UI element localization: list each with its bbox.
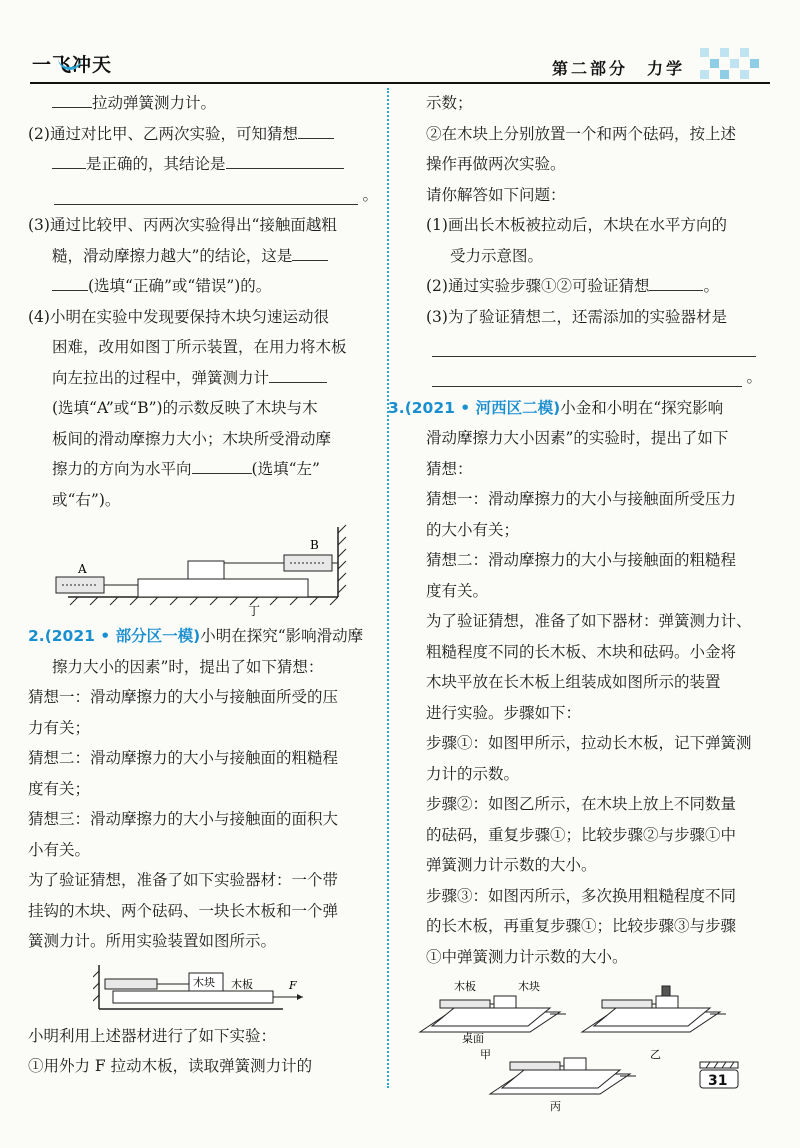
text-line: (选填“正确”或“错误”)的。: [28, 271, 378, 302]
header-tiles-decoration: [700, 48, 760, 80]
answer-blank[interactable]: [432, 332, 756, 357]
text-line: 糙，滑动摩擦力越大”的结论，这是: [28, 241, 378, 272]
text-line: 力计的示数。: [426, 764, 520, 783]
text-line: 度有关。: [426, 581, 489, 600]
text-line: 拉动弹簧测力计。: [28, 88, 378, 119]
text-line: 是正确的，其结论是: [28, 149, 378, 180]
answer-blank[interactable]: [54, 180, 358, 205]
text-line: 板间的滑动摩擦力大小；木块所受滑动摩: [52, 429, 332, 448]
figure-jia: [420, 979, 566, 1061]
text-line: 。: [28, 180, 378, 211]
text-line: 小有关。: [28, 840, 91, 859]
text-line: 步骤③：如图丙所示，多次换用粗糙程度不同: [426, 886, 737, 905]
text-line: 进行实验。步骤如下：: [426, 703, 582, 722]
text-line: 度有关；: [28, 779, 91, 798]
text-line: 或“右”)。: [52, 490, 121, 509]
text-line: (2)通过实验步骤①②可验证猜想 。: [402, 271, 762, 302]
text-line: 弹簧测力计示数的大小。: [426, 856, 597, 874]
answer-blank[interactable]: [432, 362, 742, 387]
figure-apparatus: [93, 961, 313, 1017]
block-label: 木块: [518, 980, 540, 993]
answer-blank[interactable]: [298, 122, 334, 139]
text-line: 猜想二：滑动摩擦力的大小与接触面的粗糙程: [28, 749, 339, 767]
board-label: 木板: [231, 977, 253, 991]
text-line: 为了验证猜想，准备了如下器材：弹簧测力计、: [426, 612, 752, 630]
text-line: 的长木板，再重复步骤①；比较步骤③与步骤: [426, 917, 737, 935]
text-line: [402, 332, 762, 362]
figure-steps: [410, 976, 740, 1116]
label-a: A: [78, 562, 87, 576]
question-3-line: (3)通过比较甲、丙两次实验得出“接触面越粗: [28, 216, 337, 234]
text-line: 猜想三：滑动摩擦力的大小与接触面的面积大: [28, 810, 339, 828]
text-line: ①用外力 F 拉动木板，读取弹簧测力计的: [28, 1057, 313, 1075]
brand-logo: 一飞冲天: [32, 54, 113, 76]
text-line: 小明利用上述器材进行了如下实验：: [28, 1026, 277, 1045]
text-line: 挂钩的木块、两个砝码、一块长木板和一个弹: [28, 901, 339, 920]
answer-blank[interactable]: [649, 274, 703, 291]
text-line: 簧测力计。所用实验装置如图所示。: [28, 932, 277, 950]
answer-blank[interactable]: [52, 91, 92, 108]
text-line: 猜想一：滑动摩擦力的大小与接触面所受的压: [28, 688, 339, 706]
text-line: 力有关；: [28, 718, 91, 737]
answer-blank[interactable]: [52, 274, 88, 291]
text-line: 的砝码，重复步骤①；比较步骤②与步骤①中: [426, 825, 737, 844]
page-number: 31: [708, 1073, 728, 1089]
text-line: 操作再做两次实验。: [426, 155, 566, 173]
text-line: 猜想二：滑动摩擦力的大小与接触面的粗糙程: [426, 551, 737, 569]
caption-jia: 甲: [480, 1048, 491, 1061]
label-b: B: [310, 538, 319, 552]
answer-blank[interactable]: [52, 152, 86, 169]
figure-caption: 丁: [248, 604, 261, 617]
column-divider: [387, 88, 389, 1088]
question-2-line: (2)通过对比甲、乙两次实验，可知猜想: [28, 119, 378, 150]
text-line: 木块平放在长木板上组装成如图所示的装置: [426, 673, 721, 691]
text-line: 困难，改用如图丁所示装置，在用力将木板: [52, 338, 347, 356]
board-label: 木板: [454, 980, 476, 993]
text-line: (选填“A”或“B”)的示数反映了木块与木: [52, 399, 318, 417]
text-line: (3)为了验证猜想二，还需添加的实验器材是: [426, 307, 727, 326]
right-column: [388, 88, 762, 1120]
answer-blank[interactable]: [292, 244, 328, 261]
text-line: ①中弹簧测力计示数的大小。: [426, 947, 628, 966]
text-line: 请你解答如下问题：: [426, 185, 566, 204]
text-line: 的大小有关；: [426, 520, 520, 539]
text-line: 为了验证猜想，准备了如下实验器材：一个带: [28, 871, 339, 889]
text-line: (1)画出长木板被拉动后，木块在水平方向的: [426, 216, 727, 234]
text-line: 步骤①：如图甲所示，拉动长木板，记下弹簧测: [426, 734, 752, 752]
header-rule: [30, 82, 770, 84]
caption-bing: 丙: [550, 1100, 561, 1113]
answer-blank[interactable]: [192, 457, 252, 474]
text-line: 受力示意图。: [450, 246, 544, 265]
problem-3-title: 3.(2021 • 河西区二模)小金和小明在“探究影响: [388, 398, 724, 417]
text-line: 猜想：: [426, 459, 473, 478]
text-line: 粗糙程度不同的长木板、木块和砝码。小金将: [426, 642, 737, 661]
page-header: [0, 0, 800, 82]
answer-blank[interactable]: [269, 366, 327, 383]
text-line: 示数；: [426, 94, 473, 112]
text-line: 滑动摩擦力大小因素”的实验时，提出了如下: [426, 429, 729, 447]
answer-blank[interactable]: [226, 152, 344, 169]
figure-bing: [490, 1058, 636, 1113]
problem-2-title: 2.(2021 • 部分区一模)小明在探究“影响滑动摩: [28, 627, 364, 645]
force-label: F: [289, 978, 297, 992]
text-line: 擦力的方向为水平向 (选填“左”: [28, 454, 378, 485]
block-label: 木块: [193, 975, 215, 989]
text-line: 擦力大小的因素”时，提出了如下猜想：: [52, 657, 324, 676]
text-line: 向左拉出的过程中，弹簧测力计: [28, 363, 378, 394]
caption-yi: 乙: [650, 1048, 661, 1061]
text-line: ②在木块上分别放置一个和两个砝码，按上述: [426, 124, 737, 143]
table-label: 桌面: [462, 1032, 484, 1045]
text-line: 。: [402, 362, 762, 393]
left-column: [28, 88, 378, 1082]
question-4-line: (4)小明在实验中发现要保持木块匀速运动很: [28, 307, 329, 326]
figure-ding: [48, 519, 358, 617]
text-line: 步骤②：如图乙所示，在木块上放上不同数量: [426, 795, 737, 813]
figure-yi: [582, 986, 726, 1061]
section-title: 第二部分 力学: [552, 59, 686, 78]
text-line: 猜想一：滑动摩擦力的大小与接触面所受压力: [426, 490, 737, 508]
